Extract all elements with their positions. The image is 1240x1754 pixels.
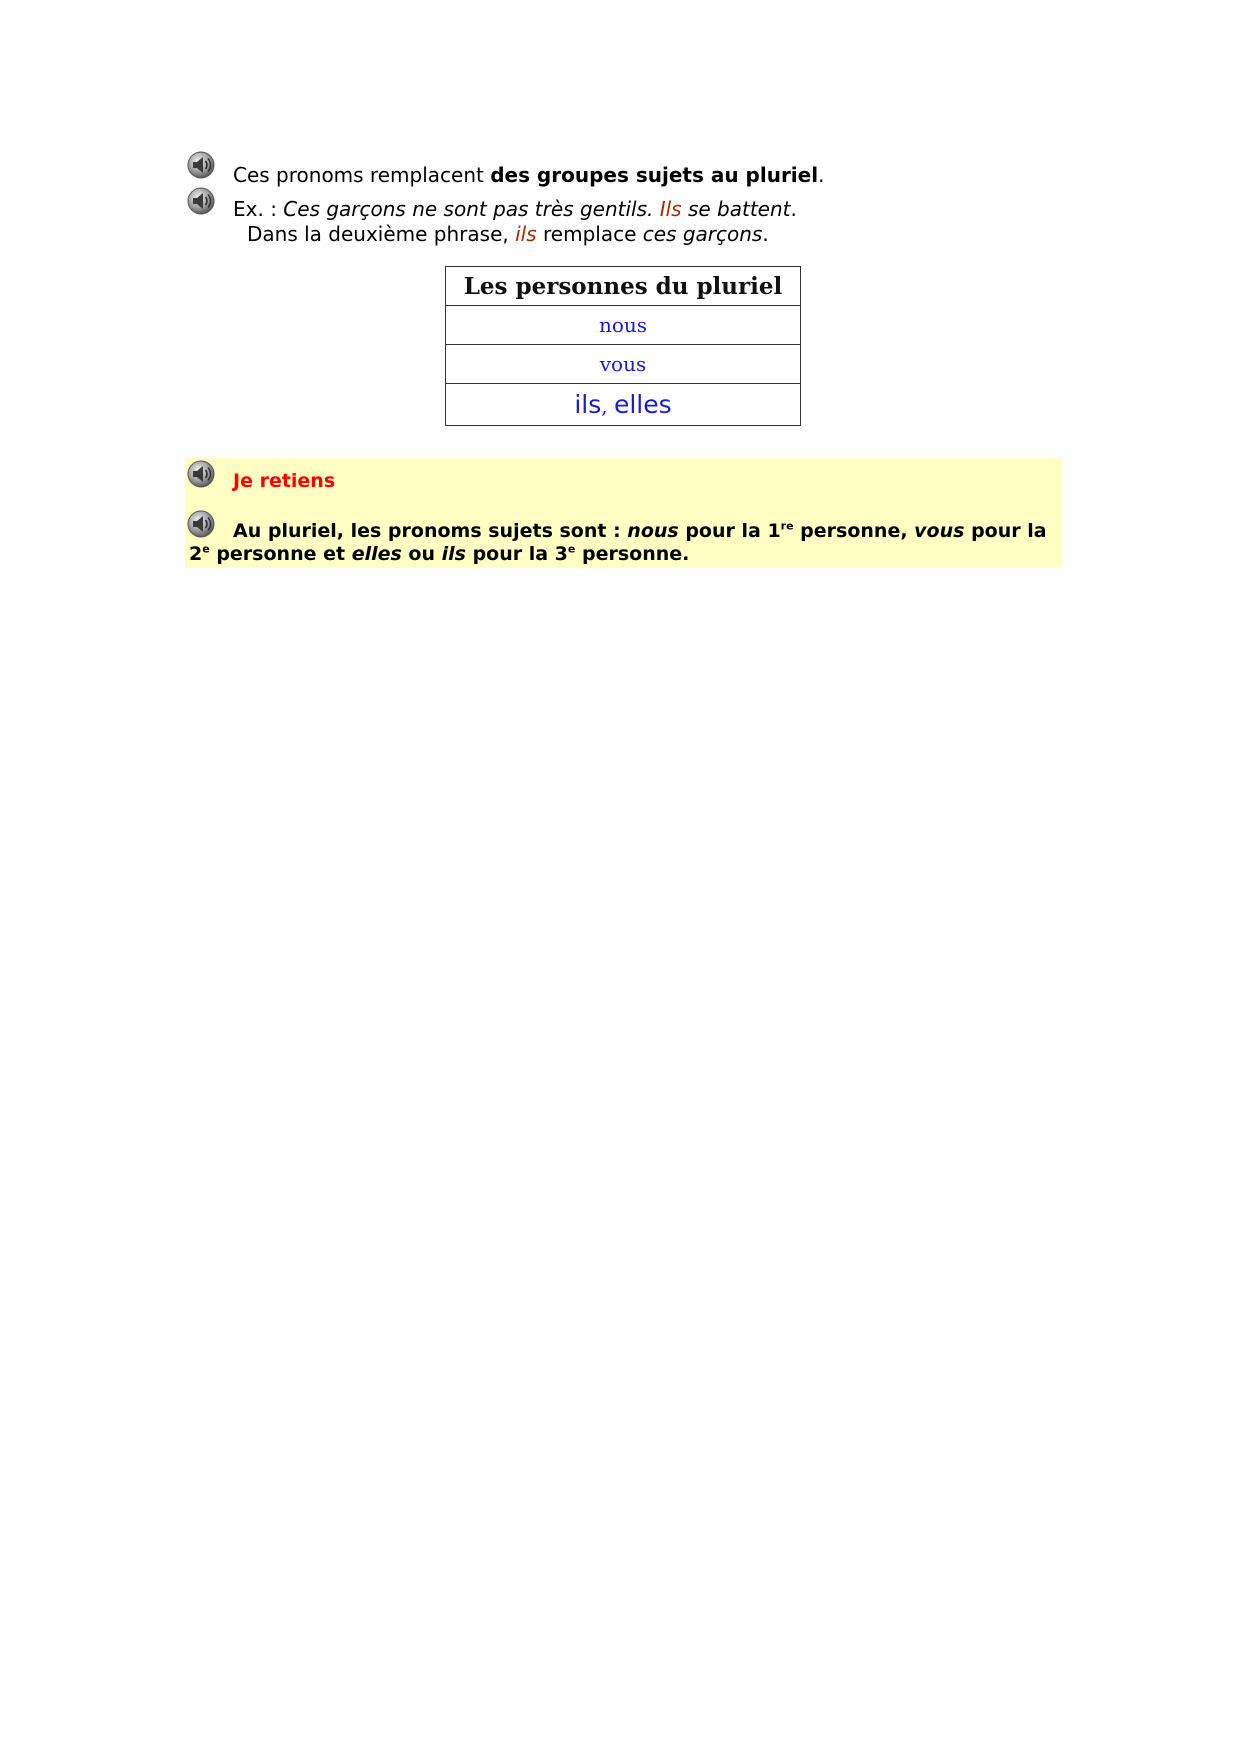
- rule-text: personne,: [793, 520, 915, 542]
- example-sentence: Ces garçons ne sont pas très gentils.: [283, 197, 654, 221]
- speaker-icon[interactable]: [186, 150, 216, 180]
- explanation-mid: remplace: [536, 222, 643, 246]
- intro-line: [233, 163, 824, 187]
- rule-vous: vous: [914, 520, 965, 542]
- table-cell-ils: ils: [574, 390, 602, 419]
- rule-text: pour la 2: [189, 520, 1047, 565]
- table-row: [446, 345, 801, 384]
- rule-text: personne et: [209, 543, 352, 565]
- rule-sup: e: [202, 542, 210, 556]
- example-label: Ex. :: [233, 197, 284, 221]
- rule-text: ou: [401, 543, 442, 565]
- intro-text: Ces pronoms remplacent: [233, 163, 491, 187]
- table-header: Les personnes du pluriel: [446, 267, 801, 306]
- rule-sup: e: [567, 542, 576, 556]
- intro-end: .: [818, 163, 825, 187]
- table-row: [446, 306, 801, 345]
- speaker-icon[interactable]: [186, 186, 216, 216]
- intro-bold: des groupes sujets au pluriel: [490, 163, 819, 187]
- retiens-box: [185, 458, 1062, 568]
- table-cell-comma: ,: [601, 394, 614, 418]
- rule-sup: re: [780, 519, 794, 533]
- explanation-pronoun: ils: [515, 222, 537, 246]
- example-pronoun: Ils: [659, 197, 682, 221]
- example-end: .: [790, 197, 797, 221]
- retiens-title: Je retiens: [233, 470, 336, 492]
- rule-nous: nous: [627, 520, 679, 542]
- example-verb: se battent: [681, 197, 791, 221]
- pronoun-table: [445, 266, 801, 426]
- retiens-rule: [189, 520, 1055, 566]
- table-cell-ils-elles: [446, 384, 801, 426]
- example-line: [233, 197, 797, 221]
- explanation-target: ces garçons: [642, 222, 763, 246]
- table-row: [446, 384, 801, 426]
- table-cell-nous: nous: [446, 306, 801, 345]
- table-cell-elles: elles: [613, 390, 672, 419]
- table-header-row: [446, 267, 801, 306]
- rule-text: personne.: [575, 543, 690, 565]
- rule-elles: elles: [351, 543, 402, 565]
- rule-text: pour la 1: [678, 520, 781, 542]
- explanation-text: Dans la deuxième phrase,: [247, 222, 516, 246]
- rule-text: pour la 3: [465, 543, 568, 565]
- speaker-icon[interactable]: [186, 459, 216, 489]
- explanation-line: [247, 222, 769, 246]
- table-cell-vous: vous: [446, 345, 801, 384]
- rule-ils: ils: [441, 543, 466, 565]
- explanation-end: .: [762, 222, 769, 246]
- rule-text: Au pluriel, les pronoms sujets sont :: [233, 520, 628, 542]
